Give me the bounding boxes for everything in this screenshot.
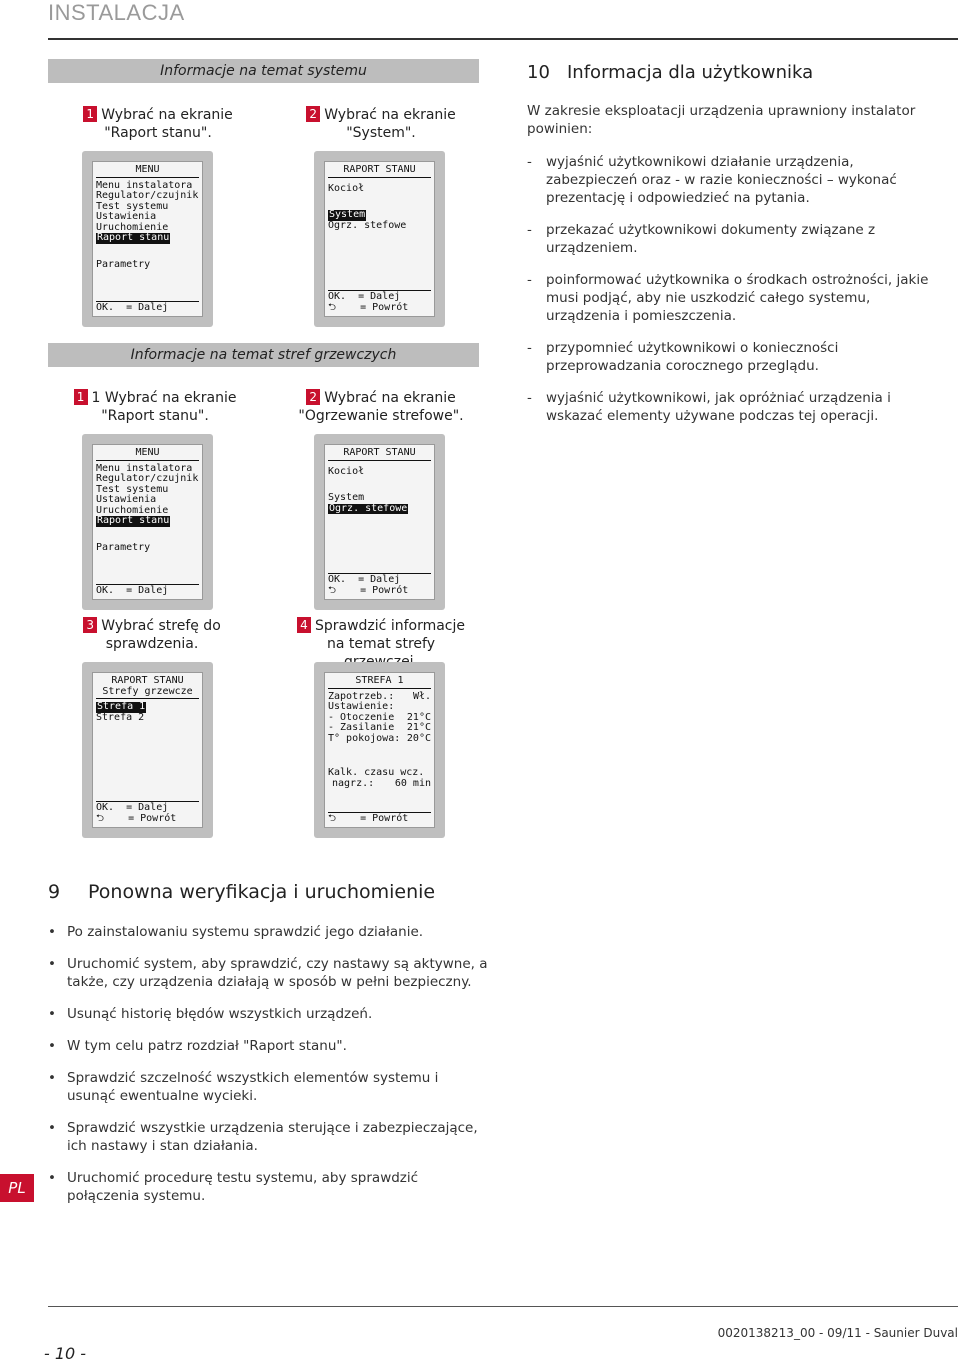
- screen-title: RAPORT STANU: [328, 165, 431, 178]
- menu-item: Menu instalatora: [96, 462, 193, 474]
- list-item: • Po zainstalowaniu systemu sprawdzić jego działanie.: [48, 924, 424, 940]
- band-label: Informacje na temat stref grzewczych: [130, 347, 397, 363]
- step-number-badge: 3: [83, 617, 97, 633]
- screen-footer-ok: OK. = Dalej: [96, 584, 169, 596]
- header-divider: [48, 38, 958, 40]
- step-2-system: [306, 106, 456, 142]
- document-reference: 0020138213_00 - 09/11 - Saunier Duval: [717, 1326, 958, 1340]
- step-number-badge: 4: [297, 617, 311, 633]
- menu-item-selected: Ogrz. stefowe: [329, 502, 408, 514]
- menu-item: Uruchomienie: [96, 221, 169, 233]
- list-item: - przekazać użytkownikowi dokumenty związane z urządzeniem.: [527, 222, 876, 256]
- screen-subtitle: Strefy grzewcze: [96, 687, 199, 700]
- step-text: Wybrać na ekranie "System".: [324, 107, 456, 141]
- section-band-system: [48, 59, 479, 83]
- menu-item: Regulator/czujnik: [96, 190, 199, 201]
- menu-item: Parametry: [96, 258, 151, 270]
- raport-screen-2: [314, 434, 445, 610]
- menu-item: Kocioł: [328, 465, 365, 477]
- menu-item-selected: Raport stanu: [97, 515, 170, 526]
- screen-title: MENU: [96, 448, 199, 461]
- step-2-zones: [296, 389, 466, 425]
- raport-screen: [314, 151, 445, 327]
- menu-screen-2: [82, 434, 213, 610]
- step-text: Wybrać na ekranie "Ogrzewanie strefowe".: [298, 390, 464, 424]
- list-item: • Usunąć historię błędów wszystkich urządzeń.: [48, 1006, 373, 1022]
- menu-item: Parametry: [96, 541, 151, 553]
- menu-item: Ustawienia: [96, 211, 157, 222]
- menu-item: Menu instalatora: [96, 179, 193, 191]
- screen-footer-ok: OK. = Dalej: [328, 291, 401, 302]
- menu-item: Regulator/czujnik: [96, 473, 199, 484]
- step-text: 1 Wybrać na ekranie "Raport stanu".: [91, 390, 237, 424]
- screen-title: RAPORT STANU: [111, 675, 184, 686]
- screen-footer-back: ⮌ = Powrót: [328, 812, 409, 824]
- section-title: Ponowna weryfikacja i uruchomienie: [88, 881, 436, 903]
- section-band-zones: [48, 343, 479, 367]
- step-1-system: [78, 106, 238, 142]
- section-10-heading: [527, 62, 947, 83]
- menu-item-selected: System: [329, 209, 366, 220]
- step-number-badge: 1: [74, 389, 88, 405]
- list-item: • Sprawdzić wszystkie urządzenia sterujące i zabezpieczające, ich nastawy i stan działania.: [48, 1120, 478, 1154]
- step-1-zones: [70, 389, 240, 425]
- section-number: 10: [527, 62, 550, 83]
- step-number-badge: 1: [83, 106, 97, 122]
- band-label: Informacje na temat systemu: [160, 63, 367, 79]
- list-item: - wyjaśnić użytkownikowi, jak opróżniać urządzenia i wskazać elementy używane podczas tej operacji.: [527, 390, 891, 424]
- screen-footer-back: ⮌ = Powrót: [96, 812, 177, 824]
- zone-calc-row: nagrz.: 60 min: [332, 777, 431, 789]
- screen-footer-ok: OK. = Dalej: [96, 301, 169, 313]
- list-item: - wyjaśnić użytkownikowi działanie urządzenia, zabezpieczeń oraz - w razie konieczności – wykonać prezentację i odpowiedzieć na pytania.: [527, 154, 897, 206]
- step-text: Sprawdzić informacje na temat strefy: [314, 618, 465, 652]
- zones-screen: [82, 662, 213, 838]
- zone-calc-label: Kalk. czasu wcz.: [328, 767, 425, 778]
- list-item: - przypomnieć użytkownikowi o konieczności przeprowadzania corocznego przeglądu.: [527, 340, 839, 374]
- menu-screen: [82, 151, 213, 327]
- list-item: • Sprawdzić szczelność wszystkich elementów systemu i usunąć ewentualne wycieki.: [48, 1070, 439, 1104]
- menu-item: Ogrz. stefowe: [328, 219, 407, 231]
- step-text: Wybrać strefę do sprawdzenia.: [101, 618, 221, 652]
- section-number: 9: [48, 881, 61, 903]
- zone-row: Ustawienie:: [328, 701, 395, 712]
- page-header-title: INSTALACJA: [48, 0, 185, 25]
- language-tab: PL: [0, 1174, 34, 1202]
- page-number: - 10 -: [44, 1344, 87, 1363]
- menu-item: Test systemu: [96, 200, 169, 212]
- menu-item: System: [328, 492, 365, 503]
- zone-row: Zapotrzeb.: Wł.: [328, 690, 431, 702]
- zone-row: - Otoczenie 21°C: [328, 711, 431, 723]
- list-item: • W tym celu patrz rozdział "Raport stanu".: [48, 1038, 347, 1054]
- section-10-list: [527, 153, 947, 439]
- step-text: Wybrać na ekranie "Raport stanu".: [101, 107, 233, 141]
- menu-item-selected: Raport stanu: [97, 232, 170, 243]
- screen-footer-back: ⮌ = Powrót: [328, 584, 409, 596]
- step-number-badge: 2: [306, 106, 320, 122]
- step-number-badge: 2: [306, 389, 320, 405]
- menu-item: Ustawienia: [96, 494, 157, 505]
- zone1-screen: [314, 662, 445, 838]
- section-9-list: [48, 923, 488, 1219]
- zone-row: - Zasilanie 21°C: [328, 722, 431, 733]
- section-9-heading: [48, 881, 508, 903]
- section-10-intro: W zakresie eksploatacji urządzenia uprawniony instalator powinien:: [527, 103, 916, 137]
- menu-item-selected: Strefa 1: [97, 701, 146, 712]
- menu-item: Uruchomienie: [96, 504, 169, 516]
- screen-footer-ok: OK. = Dalej: [96, 802, 169, 813]
- list-item: • Uruchomić procedurę testu systemu, aby sprawdzić połączenia systemu.: [48, 1170, 419, 1204]
- screen-title: MENU: [96, 165, 199, 178]
- screen-title: RAPORT STANU: [328, 448, 431, 461]
- menu-item: Test systemu: [96, 483, 169, 495]
- screen-title: STREFA 1: [328, 676, 431, 689]
- screen-footer-back: ⮌ = Powrót: [328, 301, 409, 313]
- zone-row: T° pokojowa: 20°C: [328, 732, 431, 744]
- footer-divider: [48, 1306, 958, 1307]
- menu-item: Kocioł: [328, 182, 365, 194]
- section-title: Informacja dla użytkownika: [567, 62, 814, 83]
- screen-footer-ok: OK. = Dalej: [328, 574, 401, 585]
- step-3-zones: [82, 617, 222, 653]
- menu-item: Strefa 2: [96, 711, 145, 723]
- list-item: - poinformować użytkownika o środkach ostrożności, jakie musi podjąć, aby nie uszkodzić całego systemu, urządzenia i pomieszczenia.: [527, 272, 929, 324]
- list-item: • Uruchomić system, aby sprawdzić, czy nastawy są aktywne, a także, czy urządzenia działają w sposób w pełni bezpieczny.: [48, 956, 488, 990]
